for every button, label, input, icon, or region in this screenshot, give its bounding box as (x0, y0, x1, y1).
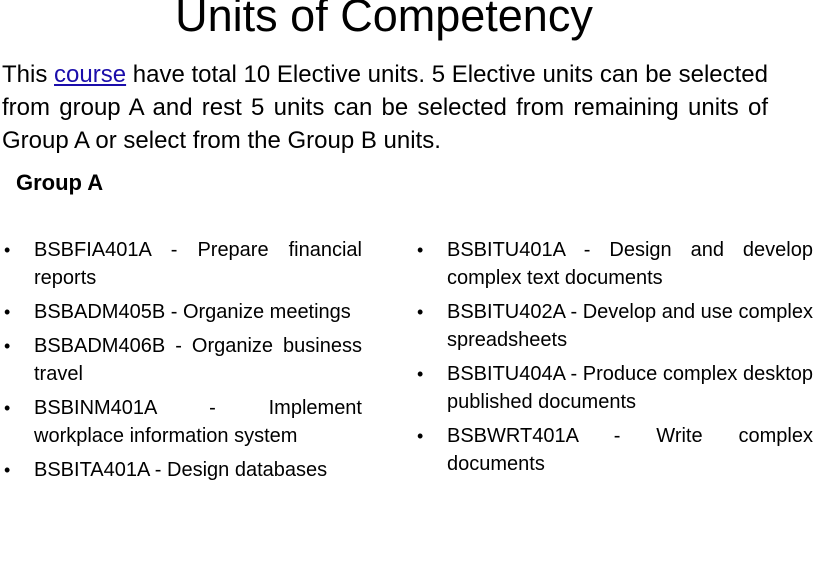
unit-text: BSBADM405B - Organize meetings (34, 301, 351, 323)
list-item (0, 394, 362, 450)
bullet-icon: • (4, 302, 11, 322)
list-item (413, 360, 813, 416)
unit-text: BSBITU401A - Design and develop complex text documents (447, 239, 813, 289)
list-item (413, 236, 813, 292)
unit-text: BSBITA401A - Design databases (34, 459, 328, 481)
slide-title: Units of Competency (175, 0, 593, 41)
unit-text: BSBINM401A - Implement workplace information system (34, 397, 362, 447)
list-item (0, 456, 362, 484)
unit-text: BSBWRT401A - Write complex documents (447, 425, 813, 475)
unit-text: BSBFIA401A - Prepare financial reports (34, 239, 362, 289)
bullet-icon: • (417, 426, 424, 446)
intro-text-start: This (2, 61, 55, 88)
group-a-heading: Group A (16, 170, 104, 195)
intro-paragraph (2, 58, 768, 157)
course-link[interactable]: course (54, 61, 127, 88)
list-item (0, 236, 362, 292)
group-a-left-list (0, 236, 362, 490)
bullet-icon: • (4, 240, 11, 260)
bullet-icon: • (4, 336, 11, 356)
unit-text: BSBITU402A - Develop and use complex spreadsheets (447, 301, 813, 351)
bullet-icon: • (417, 302, 424, 322)
intro-text-rest: have total 10 Elective units. 5 Elective units can be selected from group A and rest 5 units can be selected from remaining units of Group A or select from the Group B units. (2, 61, 768, 154)
bullet-icon: • (417, 364, 424, 384)
bullet-icon: • (4, 460, 11, 480)
bullet-icon: • (4, 398, 11, 418)
list-item (0, 332, 362, 388)
group-a-right-list (413, 236, 813, 484)
list-item (413, 298, 813, 354)
list-item (413, 422, 813, 478)
unit-text: BSBITU404A - Produce complex desktop published documents (447, 363, 813, 413)
list-item (0, 298, 362, 326)
bullet-icon: • (417, 240, 424, 260)
unit-text: BSBADM406B - Organize business travel (34, 335, 362, 385)
